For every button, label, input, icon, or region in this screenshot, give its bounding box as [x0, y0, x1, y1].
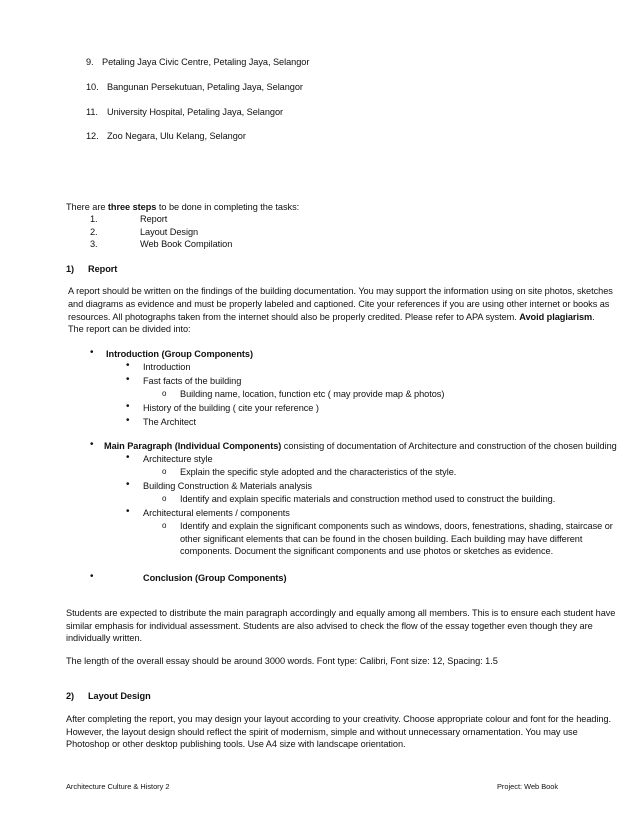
step-3 [90, 238, 233, 250]
step-text: Report [140, 214, 168, 224]
list-number: 12. [86, 131, 99, 141]
step-1 [90, 213, 168, 225]
main-item-elements: Architectural elements / components [143, 508, 290, 518]
layout-para-line-3: Photoshop or other desktop publishing tools. Use A4 size with landscape orientation. [66, 739, 406, 749]
steps-intro [66, 201, 299, 213]
steps-intro-pre: There are [66, 202, 108, 212]
intro-item-fast-facts: Fast facts of the building [143, 376, 242, 386]
circle-bullet-icon: o [162, 467, 167, 476]
list-item-11 [86, 106, 284, 118]
bullet-icon: • [90, 571, 94, 582]
distribute-para-line-3: individually written. [66, 633, 143, 643]
step-number: 2. [90, 227, 98, 237]
section-number: 2) [66, 691, 75, 701]
distribute-para-line-1: Students are expected to distribute the main paragraph accordingly and equally among all members. This is to ensure each student have [66, 608, 616, 618]
intro-item-history: History of the building ( cite your reference ) [143, 403, 319, 413]
intro-item-architect: The Architect [143, 417, 196, 427]
layout-para-line-2: However, the layout design should reflect the spirit of modernism, simple and without unnecessary ornamentation. You may use [66, 727, 578, 737]
section-1-heading [66, 263, 118, 275]
step-number: 1. [90, 214, 98, 224]
bullet-icon: • [126, 360, 130, 371]
bullet-icon: • [126, 374, 130, 385]
conclusion-heading: Conclusion (Group Components) [143, 573, 287, 583]
circle-bullet-icon: o [162, 521, 167, 530]
main-item-style: Architecture style [143, 454, 213, 464]
layout-para-line-1: After completing the report, you may design your layout according to your creativity. Choose appropriate colour and font for the heading. [66, 714, 612, 724]
bullet-icon: • [126, 452, 130, 463]
avoid-plagiarism-end: . [592, 312, 595, 322]
step-text: Layout Design [140, 227, 199, 237]
bullet-icon: • [126, 401, 130, 412]
main-paragraph-heading [104, 440, 617, 452]
list-text: Zoo Negara, Ulu Kelang, Selangor [107, 131, 246, 141]
steps-intro-bold: three steps [107, 202, 157, 212]
list-item-12 [86, 130, 246, 142]
main-item-construction: Building Construction & Materials analysis [143, 481, 312, 491]
report-divided: The report can be divided into: [68, 324, 191, 334]
elements-sub-line-1: Identify and explain the significant components such as windows, doors, fenestrations, shading, staircase or [180, 521, 613, 531]
list-item-10 [86, 81, 303, 93]
list-number: 11. [86, 107, 98, 117]
style-sub: Explain the specific style adopted and the characteristics of the style. [180, 467, 457, 477]
report-para-line-3-text: resources. All photographs taken from the internet should also be properly credited. Please refer to APA system. [68, 312, 520, 322]
step-text: Web Book Compilation [140, 239, 233, 249]
elements-sub-line-3: components. Document the significant components and use photos or sketches as evidence. [180, 546, 554, 556]
bullet-icon: • [126, 415, 130, 426]
steps-intro-post: to be done in completing the tasks: [156, 202, 300, 212]
step-number: 3. [90, 239, 98, 249]
list-number: 10. [86, 82, 99, 92]
section-number: 1) [66, 264, 75, 274]
length-para: The length of the overall essay should be around 3000 words. Font type: Calibri, Font size: 12, Spacing: 1.5 [66, 656, 498, 666]
report-para-line-3 [68, 311, 595, 323]
bullet-icon: • [90, 347, 94, 358]
distribute-para-line-2: similar emphasis for individual assessment. Students are also advised to check the flow of the essay together even though they are [66, 621, 593, 631]
bullet-icon: • [126, 479, 130, 490]
main-heading-bold: Main Paragraph (Individual Components) [104, 441, 282, 451]
footer-right: Project: Web Book [497, 782, 559, 791]
list-text: Petaling Jaya Civic Centre, Petaling Jaya, Selangor [102, 57, 310, 67]
section-title: Layout Design [88, 691, 151, 701]
list-item-9 [86, 56, 310, 68]
list-number: 9. [86, 57, 94, 67]
bullet-icon: • [90, 439, 94, 450]
construction-sub: Identify and explain specific materials and construction method used to construct the building. [180, 494, 556, 504]
elements-sub-line-2: other significant elements that can be found in the chosen building. Each building may have different [180, 534, 583, 544]
footer-left: Architecture Culture & History 2 [66, 782, 170, 791]
intro-heading: Introduction (Group Components) [106, 349, 253, 359]
intro-item-introduction: Introduction [143, 362, 191, 372]
circle-bullet-icon: o [162, 389, 167, 398]
section-2-heading [66, 690, 151, 702]
fast-facts-sub: Building name, location, function etc ( may provide map & photos) [180, 389, 445, 399]
circle-bullet-icon: o [162, 494, 167, 503]
section-title: Report [88, 264, 118, 274]
list-text: University Hospital, Petaling Jaya, Selangor [107, 107, 284, 117]
list-text: Bangunan Persekutuan, Petaling Jaya, Selangor [107, 82, 303, 92]
report-para-line-1: A report should be written on the findings of the building documentation. You may support the information using on site photos, sketches [68, 286, 613, 296]
bullet-icon: • [126, 506, 130, 517]
main-heading-rest: consisting of documentation of Architecture and construction of the chosen building [281, 441, 617, 451]
step-2 [90, 226, 199, 238]
avoid-plagiarism: Avoid plagiarism [519, 312, 593, 322]
report-para-line-2: and diagrams as evidence and must be properly labeled and captioned. Cite your references if you are using other internet or books as [68, 299, 610, 309]
